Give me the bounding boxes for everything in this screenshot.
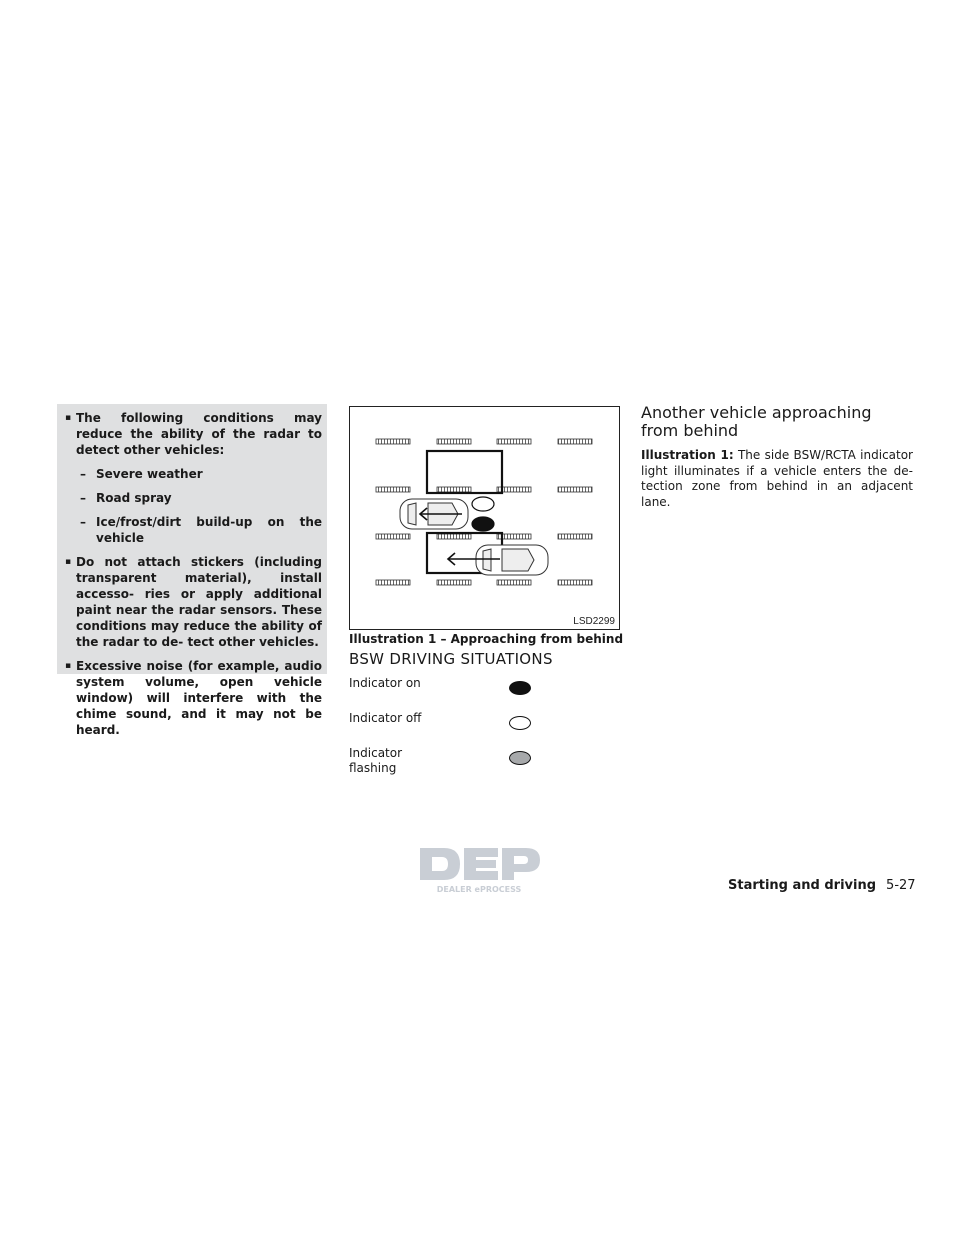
legend-indicator-off bbox=[349, 711, 539, 743]
caution-bullet-noise: ▪ Excessive noise (for example, audio system volume, open vehicle window) will interfere with the chime sound, and it may not be heard. bbox=[63, 658, 322, 738]
bsw-section-title: BSW DRIVING SITUATIONS bbox=[349, 650, 553, 668]
dealer-eprocess-logo bbox=[414, 844, 544, 896]
caution-bullet-stickers: ▪ Do not attach stickers (including transparent material), install accesso- ries or apply additional paint near the radar sensors. These conditions may reduce the ability of the radar to de- tect other vehicles. bbox=[63, 554, 322, 650]
section-body bbox=[641, 448, 913, 510]
condition-ice-frost-dirt: – Ice/frost/dirt build-up on the vehicle bbox=[63, 514, 322, 546]
condition-severe-weather: – Severe weather bbox=[63, 466, 322, 482]
body-lead: Illustration 1: bbox=[641, 448, 734, 462]
svg-text:DEALER ePROCESS: DEALER ePROCESS bbox=[436, 885, 522, 894]
indicator-flashing-icon bbox=[509, 751, 531, 765]
indicator-on-icon bbox=[509, 681, 531, 695]
section-heading: Another vehicle approaching from behind bbox=[641, 403, 872, 440]
page-footer bbox=[728, 878, 916, 893]
legend-label: Indicator flashing bbox=[349, 746, 403, 775]
legend-label: Indicator off bbox=[349, 711, 422, 725]
indicator-off-mark bbox=[472, 497, 494, 511]
lane-diagram bbox=[350, 407, 619, 629]
figure-code: LSD2299 bbox=[573, 616, 615, 627]
legend-indicator-on bbox=[349, 676, 539, 708]
body-text: The side BSW/RCTA indicator light illuminates if a vehicle enters the de- tection zone from behind in an adjacent lane. bbox=[641, 448, 913, 509]
condition-road-spray: – Road spray bbox=[63, 490, 322, 506]
legend-indicator-flashing bbox=[349, 746, 539, 778]
illustration-approaching-from-behind bbox=[349, 406, 620, 630]
indicator-off-icon bbox=[509, 716, 531, 730]
footer-section: Starting and driving bbox=[728, 878, 877, 893]
approaching-vehicle bbox=[476, 545, 548, 575]
indicator-on-mark bbox=[472, 517, 494, 531]
figure-caption: Illustration 1 – Approaching from behind bbox=[349, 632, 624, 646]
legend-label: Indicator on bbox=[349, 676, 421, 690]
caution-bullet-radar-conditions: ▪ The following conditions may reduce the ability of the radar to detect other vehicles: bbox=[63, 410, 322, 458]
page-number: 5-27 bbox=[886, 878, 916, 893]
caution-box bbox=[57, 404, 327, 737]
